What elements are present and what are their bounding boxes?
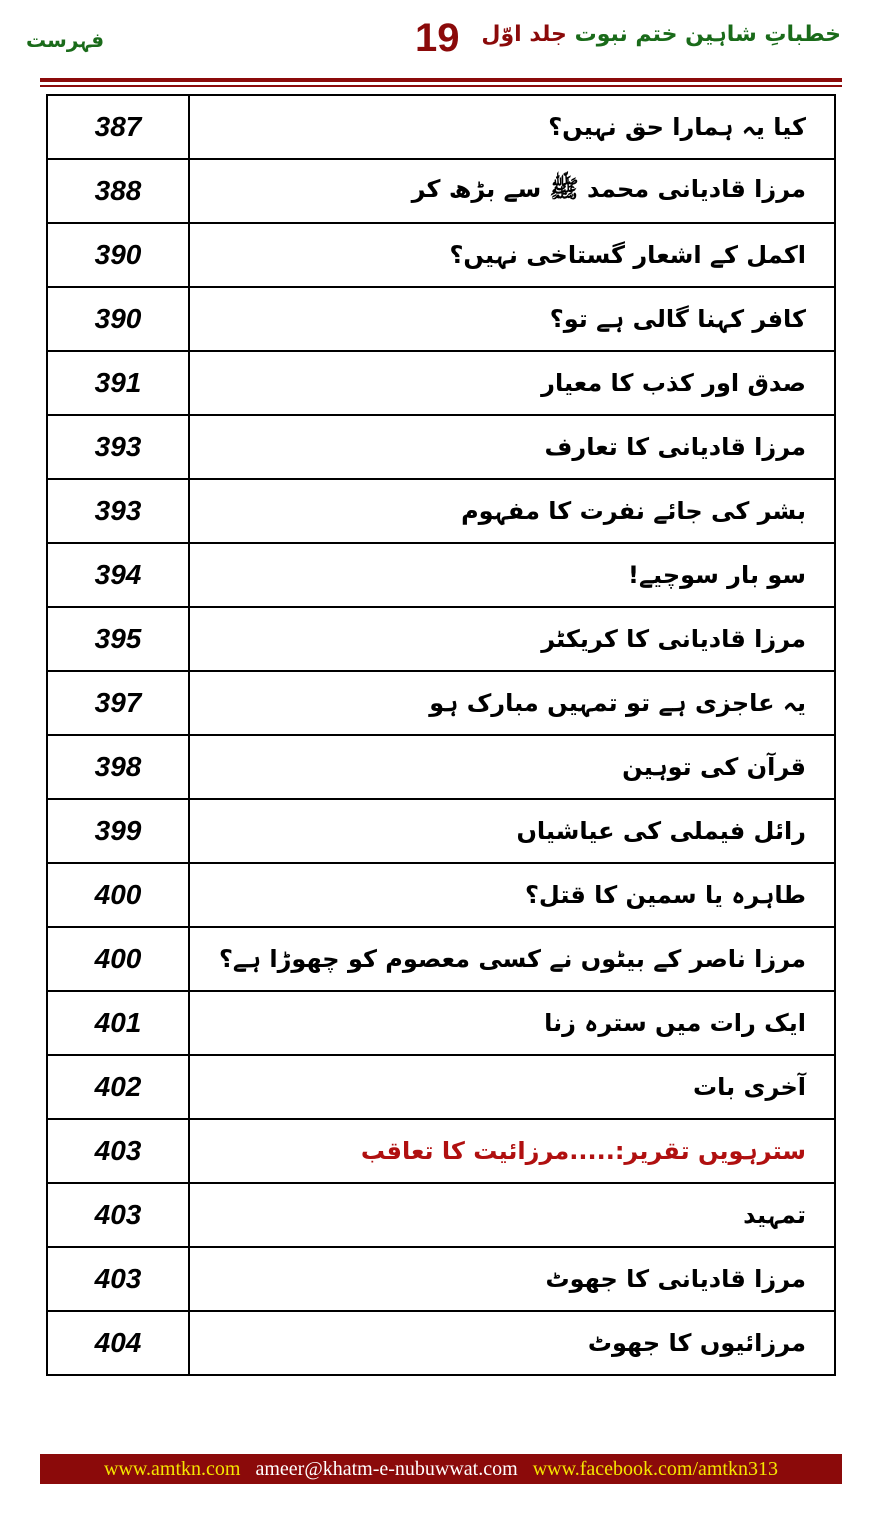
table-row — [47, 415, 835, 479]
page-ref: 391 — [47, 351, 189, 415]
entry-title: مرزا قادیانی کا تعارف — [189, 415, 835, 479]
volume-label: جلد اوّل — [481, 22, 567, 47]
table-row — [47, 543, 835, 607]
page-ref: 397 — [47, 671, 189, 735]
entry-title: ایک رات میں سترہ زنا — [189, 991, 835, 1055]
table-row — [47, 1119, 835, 1183]
entry-title: رائل فیملی کی عیاشیاں — [189, 799, 835, 863]
table-row — [47, 351, 835, 415]
website-link[interactable]: www.amtkn.com — [104, 1458, 241, 1480]
table-row — [47, 287, 835, 351]
page-ref: 404 — [47, 1311, 189, 1375]
entry-title: طاہرہ یا سمین کا قتل؟ — [189, 863, 835, 927]
table-row — [47, 1247, 835, 1311]
email-link[interactable]: ameer@khatm-e-nubuwwat.com — [255, 1458, 518, 1480]
entry-title: آخری بات — [189, 1055, 835, 1119]
table-row — [47, 479, 835, 543]
facebook-link[interactable]: www.facebook.com/amtkn313 — [532, 1458, 778, 1480]
page-ref: 402 — [47, 1055, 189, 1119]
page-ref: 398 — [47, 735, 189, 799]
table-row — [47, 927, 835, 991]
page-ref: 395 — [47, 607, 189, 671]
table-row — [47, 159, 835, 223]
page-ref: 403 — [47, 1183, 189, 1247]
entry-title: صدق اور کذب کا معیار — [189, 351, 835, 415]
entry-title: مرزائیوں کا جھوٹ — [189, 1311, 835, 1375]
page-number: 19 — [415, 16, 460, 60]
table-row — [47, 735, 835, 799]
footer-bar — [40, 1454, 842, 1484]
table-row — [47, 671, 835, 735]
page-ref: 393 — [47, 415, 189, 479]
table-row — [47, 1055, 835, 1119]
page-ref: 388 — [47, 159, 189, 223]
page-ref: 390 — [47, 287, 189, 351]
entry-title: قرآن کی توہین — [189, 735, 835, 799]
book-name: خطباتِ شاہین ختم نبوت — [574, 22, 841, 47]
entry-title: سو بار سوچیے! — [189, 543, 835, 607]
entry-title: اکمل کے اشعار گستاخی نہیں؟ — [189, 223, 835, 287]
entry-title: مرزا قادیانی کا جھوٹ — [189, 1247, 835, 1311]
entry-title: مرزا قادیانی محمد ﷺ سے بڑھ کر — [189, 159, 835, 223]
section-label: فہرست — [26, 28, 105, 52]
table-row — [47, 223, 835, 287]
table-row — [47, 1311, 835, 1375]
page-ref: 393 — [47, 479, 189, 543]
page-ref: 390 — [47, 223, 189, 287]
page-ref: 403 — [47, 1247, 189, 1311]
page-header — [0, 14, 881, 70]
table-row — [47, 1183, 835, 1247]
entry-title: کافر کہنا گالی ہے تو؟ — [189, 287, 835, 351]
page-ref: 387 — [47, 95, 189, 159]
entry-title: سترہویں تقریر:.....مرزائیت کا تعاقب — [189, 1119, 835, 1183]
entry-title: مرزا ناصر کے بیٹوں نے کسی معصوم کو چھوڑا ہے؟ — [189, 927, 835, 991]
page-ref: 399 — [47, 799, 189, 863]
table-row — [47, 863, 835, 927]
table-row — [47, 95, 835, 159]
table-row — [47, 991, 835, 1055]
page-ref: 400 — [47, 863, 189, 927]
page-ref: 403 — [47, 1119, 189, 1183]
entry-title: یہ عاجزی ہے تو تمہیں مبارک ہو — [189, 671, 835, 735]
header-divider — [40, 78, 842, 82]
page-ref: 401 — [47, 991, 189, 1055]
entry-title: مرزا قادیانی کا کریکٹر — [189, 607, 835, 671]
entry-title: تمہید — [189, 1183, 835, 1247]
contents-table — [46, 94, 836, 1376]
entry-title: بشر کی جائے نفرت کا مفہوم — [189, 479, 835, 543]
book-title — [481, 22, 841, 47]
table-row — [47, 607, 835, 671]
page-ref: 400 — [47, 927, 189, 991]
header-divider-thin — [40, 85, 842, 87]
page-ref: 394 — [47, 543, 189, 607]
entry-title: کیا یہ ہمارا حق نہیں؟ — [189, 95, 835, 159]
table-row — [47, 799, 835, 863]
